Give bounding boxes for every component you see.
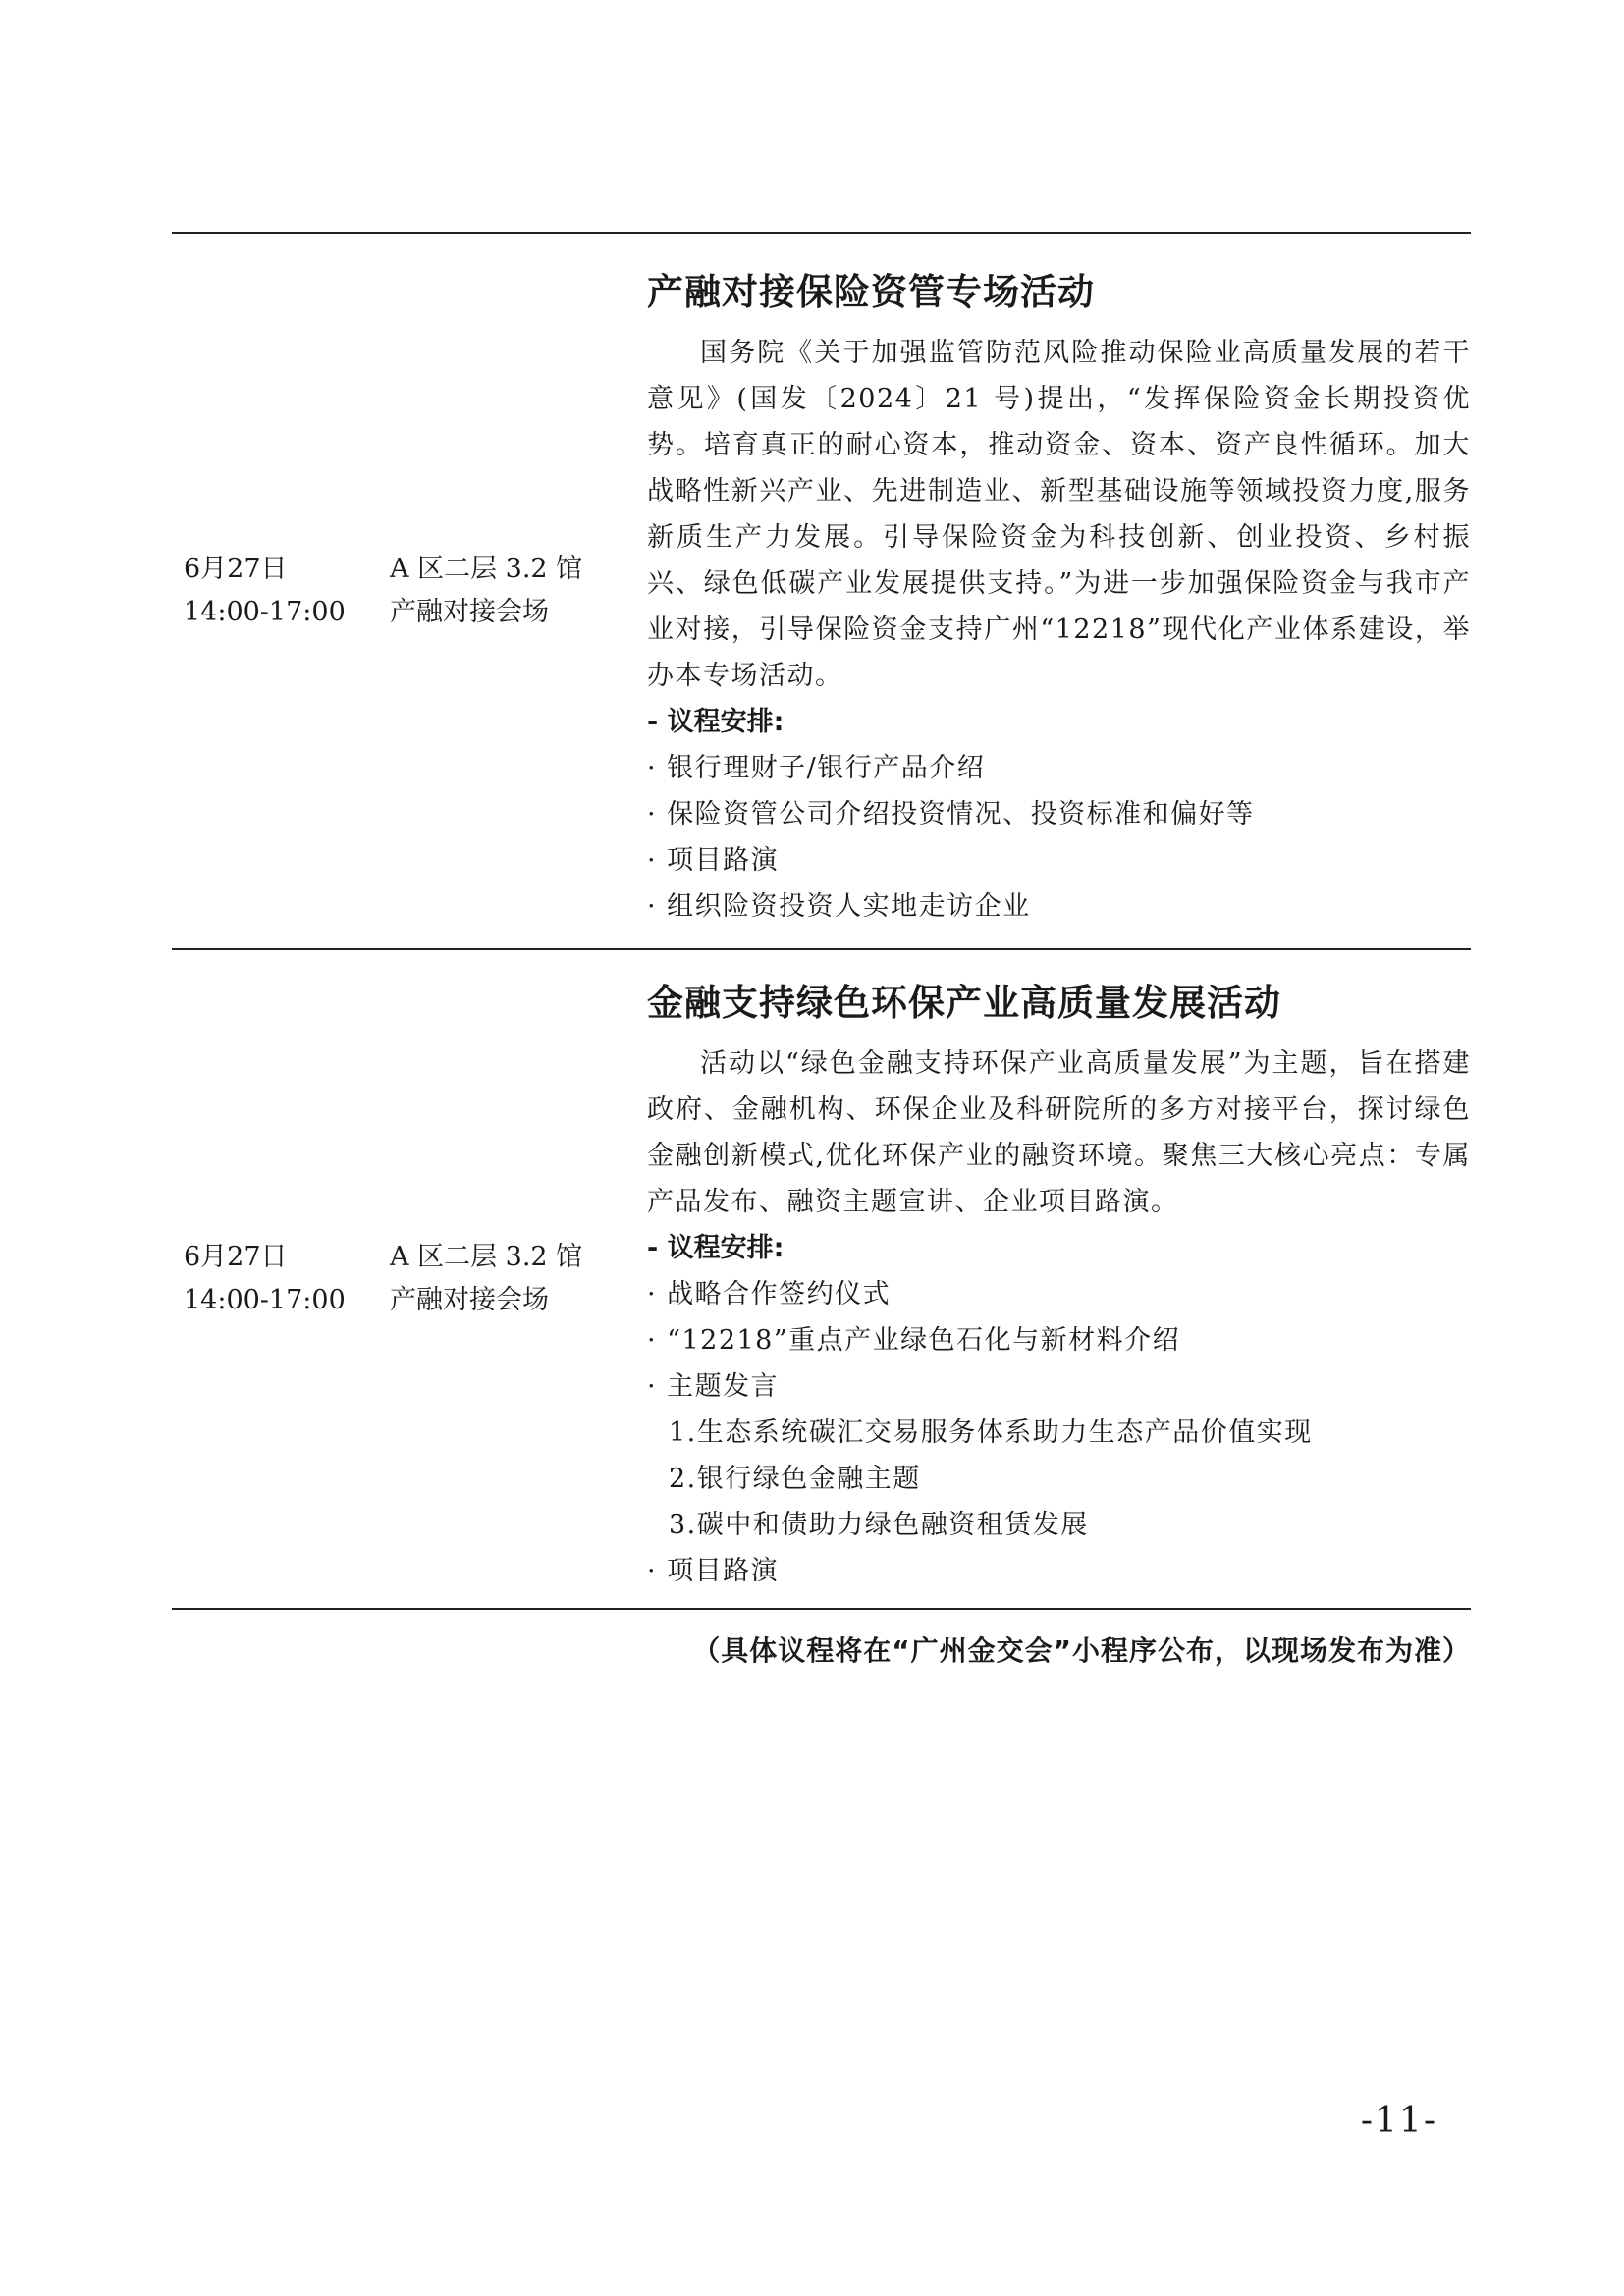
event-content: [647, 233, 1471, 949]
venue-line1: A 区二层 3.2 馆: [390, 554, 583, 584]
agenda-subitem: 2.银行绿色金融主题: [669, 1464, 921, 1494]
venue-line2: 产融对接会场: [390, 1285, 549, 1315]
agenda-item: · 战略合作签约仪式: [647, 1279, 892, 1309]
agenda-item: · 项目路演: [647, 1556, 780, 1586]
agenda-item: · 组织险资投资人实地走访企业: [647, 890, 1031, 922]
footnote: （具体议程将在“广州金交会”小程序公布，以现场发布为准）: [692, 1634, 1471, 1667]
agenda-subitem: 3.碳中和债助力绿色融资租赁发展: [669, 1510, 1089, 1540]
event-title: 产融对接保险资管专场活动: [647, 270, 1095, 313]
event-description: 活动以“绿色金融支持环保产业高质量发展”为主题，旨在搭建政府、金融机构、环保企业及科研院所的多方对接平台，探讨绿色金融创新模式,优化环保产业的融资环境。聚焦三大核心亮点：专属产品发布、融资主题宣讲、企业项目路演。: [647, 1048, 1471, 1217]
event-date: 6月27日: [184, 554, 288, 584]
event-date: 6月27日: [184, 1242, 288, 1272]
agenda-subitem: 1.生态系统碳汇交易服务体系助力生态产品价值实现: [669, 1417, 1313, 1448]
agenda-item: · 主题发言: [647, 1371, 780, 1402]
agenda-title: - 议程安排:: [647, 1233, 785, 1263]
agenda-item: · 项目路演: [647, 844, 780, 876]
event-content: [647, 949, 1471, 1609]
event-row-2: [172, 949, 1471, 1609]
agenda-list: [647, 1271, 1471, 1594]
agenda-item: · “12218”重点产业绿色石化与新材料介绍: [647, 1325, 1181, 1356]
agenda-title: - 议程安排:: [647, 706, 785, 737]
event-description: 国务院《关于加强监管防范风险推动保险业高质量发展的若干意见》(国发〔2024〕21 号)提出，“发挥保险资金长期投资优势。培育真正的耐心资本，推动资金、资本、资产良性循环。加大战略性新兴产业、先进制造业、新型基础设施等领域投资力度,服务新质生产力发展。引导保险资金为科技创新、创业投资、乡村振兴、绿色低碳产业发展提供支持。”为进一步加强保险资金与我市产业对接，引导保险资金支持广州“12218”现代化产业体系建设，举办本专场活动。: [647, 337, 1471, 691]
event-datetime: [172, 949, 390, 1609]
event-title: 金融支持绿色环保产业高质量发展活动: [647, 982, 1281, 1024]
venue-line1: A 区二层 3.2 馆: [390, 1242, 583, 1272]
event-venue: [390, 233, 647, 949]
venue-line2: 产融对接会场: [390, 597, 549, 627]
schedule-table: [172, 232, 1471, 1610]
event-time: 14:00-17:00: [184, 1285, 346, 1315]
event-row-1: [172, 233, 1471, 949]
agenda-item: · 保险资管公司介绍投资情况、投资标准和偏好等: [647, 798, 1255, 829]
page-number: -11-: [1360, 2101, 1437, 2141]
event-venue: [390, 949, 647, 1609]
event-time: 14:00-17:00: [184, 597, 346, 627]
event-datetime: [172, 233, 390, 949]
agenda-item: · 银行理财子/银行产品介绍: [647, 752, 986, 783]
agenda-list: [647, 745, 1471, 930]
